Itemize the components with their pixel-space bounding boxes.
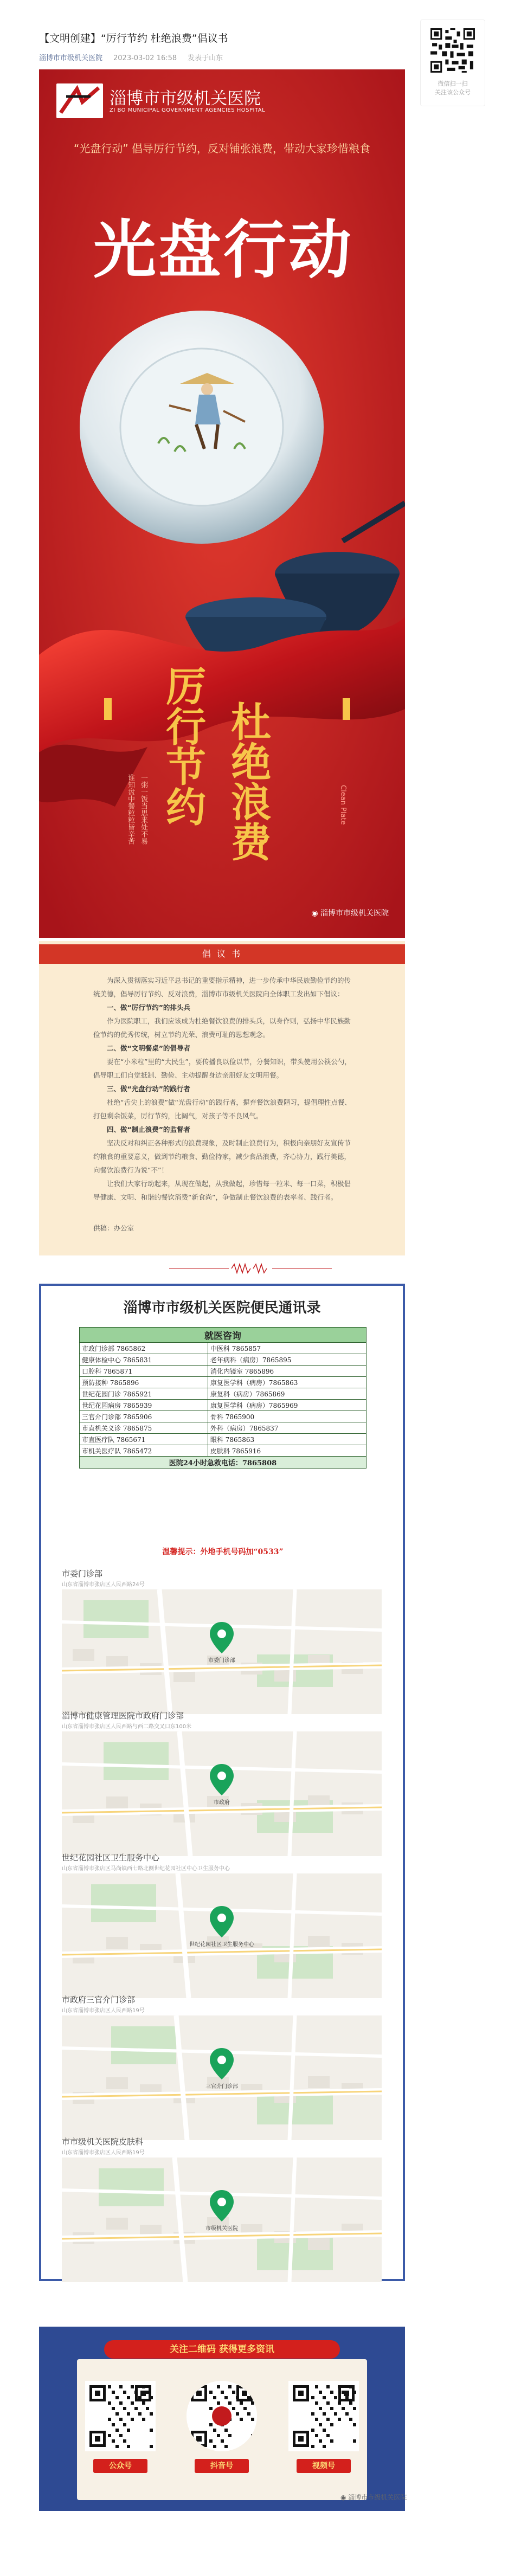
table-row: 市直医疗队 7865671 眼科 7865863 (80, 1434, 366, 1445)
poster-logo-en: ZI BO MUNICIPAL GOVERNMENT AGENCIES HOSPITAL (110, 107, 266, 113)
location-map[interactable] (62, 2015, 382, 2140)
table-row: 预防接种 7865896 康复医学科（病房）7865863 (80, 1377, 366, 1388)
location-address: 山东省淄博市张店区人民西路与西二路交叉口东100米 (62, 1724, 192, 1730)
location-address: 山东省淄博市张店区人民西路19号 (62, 2150, 145, 2156)
poster-image (39, 69, 405, 938)
qr-code-icon (85, 2381, 156, 2451)
proposal-text-2: 要在“小米粒”里的“大民生”，要传播良以俭以节，分餐知识，带头使用公筷公勺，倡导职工们自觉抵制、勤俭、主动提醒身边亲朋好友文明用餐。 (93, 1058, 351, 1079)
proposal-heading-2: 二、做“文明餐桌”的倡导者 (107, 1044, 190, 1052)
poster-slogan-vertical-2: 杜绝浪费 (224, 701, 271, 861)
follow-qr-box[interactable] (420, 20, 485, 106)
map-graphic (62, 2158, 382, 2282)
phone-tip: 温馨提示：外地手机号码加“0533” (162, 1548, 284, 1556)
map-graphic (62, 1589, 382, 1714)
poster-poem-2: 一粥一饭当思来处不易 (139, 774, 147, 845)
location-address: 山东省淄博市张店区马尚镇西七路北侧世纪花园社区中心卫生服务中心 (62, 1866, 230, 1872)
qr-caption-1: 微信扫一扫 (438, 80, 468, 87)
proposal-signature: 供稿：办公室 (93, 1224, 134, 1232)
poster-logo-text: 淄博市市级机关医院 (110, 89, 261, 108)
table-row: 三官介门诊部 7865906 骨科 7865900 (80, 1411, 366, 1422)
wechat-icon: ◉ (340, 2494, 349, 2501)
qr-label-video: 视频号 (297, 2459, 351, 2473)
qr-code-icon (429, 27, 477, 74)
douyin-qr[interactable] (187, 2381, 257, 2451)
video-account-qr[interactable] (288, 2381, 359, 2451)
poster-main-title: 光盘行动 (93, 213, 353, 287)
hospital-directory (39, 1284, 405, 2281)
article-meta (39, 52, 223, 62)
location-map[interactable] (62, 2158, 382, 2282)
footer-banner: 关注二维码 获得更多资讯 (104, 2340, 340, 2359)
proposal-closing: 让我们大家行动起来，从现在做起，从我做起，珍惜每一粒米、每一口菜，积极倡导健康、文明、和谐的餐饮消费“新食尚”，争做制止餐饮浪费的表率者、践行者。 (93, 1180, 351, 1201)
proposal-intro: 为深入贯彻落实习近平总书记的重要指示精神，进一步传承中华民族勤俭节约的传统美德，倡导厉行节约、反对浪费，淄博市市级机关医院向全体职工发出如下倡议： (93, 976, 351, 998)
account-name-link[interactable]: 淄博市市级机关医院 (39, 54, 103, 62)
location-name: 市政府三官介门诊部 (62, 1995, 136, 2005)
proposal-text-4: 坚决反对和纠正各种形式的浪费现象，及时制止浪费行为，积极向亲朋好友宣传节约粮食的重要意义，做到节约粮食、勤俭持家，减少食品浪费，齐心协力，践行美德，向餐饮浪费行为说“不”！ (93, 1139, 351, 1174)
section-divider (169, 1262, 332, 1275)
wechat-account-qr[interactable] (85, 2381, 156, 2451)
proposal-text-3: 杜绝“舌尖上的浪费”做“光盘行动”的践行者，摒弃餐饮浪费陋习，提倡理性点餐、打包剩余饭菜，厉行节约，比阔气，对孩子等不良风气。 (93, 1098, 351, 1120)
publish-location: 发表于山东 (188, 54, 223, 62)
map-poi-label: 世纪花园社区卫生服务中心 (189, 1942, 254, 1948)
qr-label-douyin: 抖音号 (195, 2459, 249, 2473)
emergency-phone: 医院24小时急救电话：7865808 (80, 1457, 366, 1469)
table-row: 市直机关义诊 7865875 外科（病房）7865837 (80, 1422, 366, 1434)
table-row: 市政门诊部 7865862 中医科 7865857 (80, 1343, 366, 1354)
table-row: 世纪花园病房 7865939 康复医学科（病房）7865969 (80, 1400, 366, 1411)
map-poi-label: 市级机关医院 (205, 2226, 238, 2232)
wechat-icon: ◉ (311, 909, 320, 918)
proposal-heading-1: 一、做“厉行节约”的排头兵 (107, 1003, 190, 1012)
poster-slogan: “光盘行动” 倡导厉行节约，反对铺张浪费，带动大家珍惜粮食 (73, 142, 371, 155)
table-row: 口腔科 7865871 消化内镜室 7865896 (80, 1366, 366, 1377)
phone-table (79, 1327, 366, 1469)
poster-poem-1: 谁知盘中餐粒粒皆辛苦 (126, 774, 134, 845)
location-map[interactable] (62, 1731, 382, 1856)
map-poi-label: 三官介门诊部 (205, 2084, 238, 2090)
location-map[interactable] (62, 1873, 382, 1998)
location-address: 山东省淄博市张店区人民西路19号 (62, 2008, 145, 2014)
location-address: 山东省淄博市张店区人民西路24号 (62, 1582, 145, 1588)
proposal-header: 倡 议 书 (39, 944, 405, 964)
map-poi-label: 市委门诊部 (208, 1658, 235, 1664)
proposal-body (93, 974, 353, 1204)
poster-slogan-vertical-1: 厉行节约 (159, 666, 206, 826)
table-row: 市机关医疗队 7865472 皮肤科 7865916 (80, 1445, 366, 1457)
map-graphic (62, 1731, 382, 1856)
map-graphic (62, 2015, 382, 2140)
proposal-heading-4: 四、做“制止浪费”的监督者 (107, 1125, 190, 1134)
wechat-watermark: ◉ 淄博市市级机关医院 (340, 2494, 407, 2501)
map-poi-label: 市政府 (214, 1800, 230, 1806)
table-row: 世纪花园门诊 7865921 康复科（病房）7865869 (80, 1388, 366, 1400)
qr-caption-2: 关注该公众号 (435, 89, 471, 96)
map-graphic (62, 1873, 382, 1998)
phone-table-header: 就医咨询 (80, 1328, 366, 1343)
proposal-text-1: 作为医院职工，我们应该成为杜绝餐饮浪费的排头兵，以身作则，弘扬中华民族勤俭节约的优秀传统，树立节约光荣、浪费可耻的思想观念。 (93, 1017, 351, 1039)
proposal-section (39, 941, 405, 1255)
qr-code-icon (187, 2381, 257, 2451)
table-row: 健康体检中心 7865831 老年病科（病房）7865895 (80, 1354, 366, 1366)
qr-code-icon (288, 2381, 359, 2451)
location-name: 淄博市健康管理医院市政府门诊部 (62, 1711, 184, 1721)
qr-label-wechat: 公众号 (93, 2459, 147, 2473)
directory-title: 淄博市市级机关医院便民通讯录 (123, 1300, 321, 1316)
location-name: 世纪花园社区卫生服务中心 (62, 1853, 160, 1863)
follow-footer (39, 2327, 405, 2511)
location-name: 市委门诊部 (62, 1569, 103, 1579)
proposal-heading-3: 三、做“光盘行动”的践行者 (107, 1085, 190, 1093)
location-map[interactable] (62, 1589, 382, 1714)
poster-clean-plate: Clean Plate (339, 785, 347, 825)
location-name: 市市级机关医院皮肤科 (62, 2137, 144, 2147)
publish-date: 2023-03-02 16:58 (113, 54, 177, 62)
article-title: 【文明创建】“厉行节约 杜绝浪费”倡议书 (39, 33, 228, 44)
poster-watermark: ◉ 淄博市市级机关医院 (311, 909, 389, 918)
